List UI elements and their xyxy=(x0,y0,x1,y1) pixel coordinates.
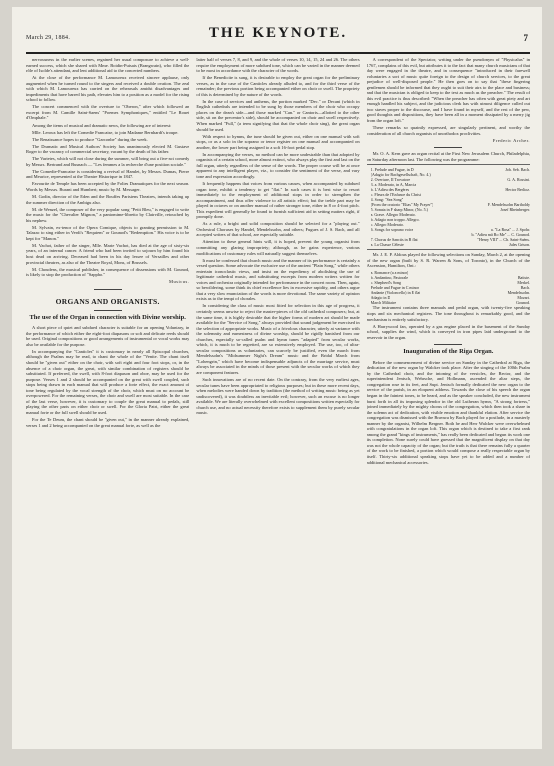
programme-piece: b. L'Adieu des Bergères xyxy=(370,187,410,193)
programme-composer: Batiste. xyxy=(517,275,530,281)
paragraph: In accompanying the verses, no method can be more undesirable than that adopted by organists of a certain school, more almost extinct, who always play the first and last on the full organ, utterly regardless of the sense of the words. The proper course will be at once apparent to any intelligent player, viz., to consider the sentiment of the verse, and vary tone and expression accordingly. xyxy=(196,151,360,179)
programme-item xyxy=(367,242,530,247)
programme-list xyxy=(367,167,530,247)
programme-composer: "Henry VIII" ... Ch. Saint-Saëns. xyxy=(477,237,530,243)
programme-piece: a. La Chasse Céleste xyxy=(370,242,404,248)
paragraph: M. de Wenzel, the composer of the very popular song "Petit Bleu," is engaged to write the music for the "Chevalier Mignon," a pantomime-libretto by Clairville, retouched by his nephew. xyxy=(26,206,190,223)
programme-piece: Andante (Violoncello) in E flat xyxy=(370,290,421,296)
paragraph: It must be confessed that church music and the manner of its performance is certainly a vexed question. Some advocate the exclusive use of the ancient "Plain Song," while others entertain iconoclastic views, and insist on the expediency of abolishing the use of legitimate cathedral music, and substituting excerpts from modern writers written for voices and orchestra originally intended for performance in the concert room. Then, again, so bewildering, some think its chief excellence lies in excessive rapidity, and others argue that a very slow enunciation of the words is more devotional. The same variety of opinion exists as to the tempi of chorales. xyxy=(196,257,360,302)
programme-composer: Bach. xyxy=(520,285,530,291)
paragraph: The concert commenced with the overture to "Oberon," after which followed an excerpt from M. Camille Saint-Saens' "Poemes Symphoniques," entitled "Le Rouet d'Omphale." xyxy=(26,104,190,121)
programme-composer: F. Mendelssohn Bartholdy xyxy=(487,202,530,208)
paragraph: Such innovations are of no recent date. On the contrary, from the very earliest ages, secular tunes have been appropriated to religious purposes; but in these more recent days, when melodies were handed down by tradition (the method of writing music being as yet undiscovered), it was doubtless an inevitable evil; however, such an excuse is no longer available. We are literally overwhelmed with excellent compositions written especially for church use, and no actual necessity therefore exists to supplement them by purely secular music. xyxy=(196,377,360,416)
section-title: ORGANS AND ORGANISTS. xyxy=(55,296,160,306)
programme-rule xyxy=(367,249,530,250)
paragraph: The Varietes, which will not close during the summer, will bring out a five-act comedy by Messrs. Bertrand and Busnach — "Les femmes a la recherche d'une position sociale." xyxy=(26,156,190,167)
article-title: The use of the Organ in connection with Divine worship. xyxy=(29,313,186,321)
divider xyxy=(94,310,122,311)
programme-piece: c. Fleurs de l'Enfance du Christ xyxy=(370,192,421,198)
page-number: 7 xyxy=(523,33,528,43)
paragraph: nervousness in the earlier scenes, regained her usual composure to achieve a well-earned success, which she shared with Mme. Boidin-Puisais (Brangwain), who filled the rôle of Isolde's attendant, and lent additional aid to the concerted numbers. xyxy=(26,57,190,74)
programme-piece: Adagio in D xyxy=(370,295,391,301)
paragraph: Mlle. Leroux has left the Comedie Francaise, to join Madame Bernhardt's troupe. xyxy=(32,129,179,135)
paragraph: Favourite de Temple has been accepted by the Folies Dramatiques for the next season. Words by Messrs. Burani and Humbert; music by M. Messager. xyxy=(26,181,190,192)
paragraph: It frequently happens that voices from various causes, when accompanied by subdued organ tone, exhibit a tendency to get "flat." In such cases it is best wise to resort immediately to the employment of additional stops in order to strengthen the accompaniment, and thus offer violence to all artistic effect; but the treble part may be played in octaves or on another manual of rather stronger tone, either in 8 or 4-foot pitch. This expedient will generally be found to furnish sufficient aid in setting matters right, if promptly done. xyxy=(196,180,360,220)
paragraph: At the close of the performance M. Lamoureux received sincere applause, only augmented when he turned round to the singers and received a double ovation. The zeal with which M. Lamoureux has carried on the rehearsals amidst disadvantages and impediments that have barred his path, elevates him to a position as a model for the rising school to follow. xyxy=(26,75,190,103)
divider xyxy=(94,289,122,290)
programme-piece: a. Romance (a a minor) xyxy=(370,270,409,276)
programme-piece: (Adagio for Bachgesellschaft, No. 4.) xyxy=(370,172,431,178)
programme-composer: Mendelssohn. xyxy=(507,290,530,296)
programme-piece: 2. Overture, II Trovatore xyxy=(370,177,411,183)
programme-composer: Josef Rheinberger. xyxy=(500,207,530,213)
programme-piece: (From the oratorio "Elias" My Prayer") xyxy=(370,202,434,208)
paragraph: The Renaissance hopes to produce "Garconbe" during the week. xyxy=(32,136,148,142)
paragraph: With respect to hymns, the tune should be given out, either on one manual with soft stops, or as a solo in the soprano or tenor register on one manual and accompanied on another, the lower part being assigned to a soft 16-foot pedal stop. xyxy=(196,133,360,150)
column-1 xyxy=(26,57,189,741)
paragraph: M. Sylvain, ex-tenor of the Opera Comique, objects to granting permission to M. Talazac to sing either in Verdi's "Requiem" or Gounod's "Redemption." His voice is to be kept for "Manon." xyxy=(26,224,190,241)
paragraph: M. Choudens, the musical publisher, in consequence of dissensions with M. Gounod, is likely to stop the production of "Sappho." xyxy=(26,266,190,278)
column-3 xyxy=(367,57,530,741)
section-title: Inauguration of the Riga Organ. xyxy=(403,348,494,356)
columns xyxy=(26,57,530,741)
programme-composer: a. "La Rosa" ... J. Spohr. xyxy=(490,227,530,233)
programme-piece: a. Grave. Allegro Moderato. xyxy=(370,212,416,218)
programme-piece: 7. Chorus de Sanctis in B flat xyxy=(370,237,418,243)
paragraph: If the Benedicite is sung, it is desirable to employ the great organ for the preliminary verses, as in the case of the Canticles already alluded to, and for the third verse of the remainder; the previous portion being accompanied either on choir or swell. The propriety of this is determined by the nature of the words. xyxy=(196,75,360,97)
masthead-title: THE KEYNOTE. xyxy=(208,25,348,41)
programme-list xyxy=(367,270,530,305)
paragraph: The Dramatic and Musical Authors' Society has unanimously elected M. Gustave Roger to the vacancy of commercial secretary, vacant by the death of his father. xyxy=(26,143,190,155)
programme-composer: Merkel. xyxy=(517,280,530,286)
paragraph: As a rule, a bright and solid composition should be selected for a "playing out." Orchestral Choruses by Handel, Mendelssohn, and others; Fugues of J. S. Bach, and all accepted writers of that school, are especially suitable. xyxy=(196,221,360,238)
programme-piece: 1. Prelude and Fugue, in D xyxy=(370,167,414,173)
programme-composer: Mozart. xyxy=(517,295,530,301)
programme-piece: b. Adagio non troppo. Allegro. xyxy=(370,217,420,223)
paragraph: Before the commencement of divine service on Sunday in the Cathedral at Riga, the dedication of the new organ by Walcker took place. After the singing of the 100th Psalm by the Cathedral choir, and the intoning of the versicles, the Rector, and the superintendent Jentsch, Wehrsche, and Hollmann, ascended the altar steps, the congregation rose in its feet, and Supt. Jentsch formally dedicated the new organ to the service of the parish, in an eloquent address. Towards the close of his speech the organ began in the faintest tones, to be heard, and as the speaker concluded, the new instrument burst forth in all its imposing splendor in the old Lutheran hymn, "A strong fortress," joined immediately by the mighty chorus of the congregation, which then took a share in the solemn act of dedication, with visible emotion and thankful elation. After service the congregation was dismissed with the Bravura by Bach played for a postlude, in a masterly manner by the organist, Wilhelm Bergner. Both he and Herr Walcker were overwhelmed with congratulations in the organ loft. This organ which is destined to take a first rank among the grand "kings of instruments," has really been dedicated and begun its work one its completion. None surely could have guessed that the magnificent display on that day was not the whole capacity of the organ; but the truth is that there remains fully a quarter of the work to be finished, a portion which would compose a really respectable organ by itself. Thirty-six additional speaking stops have yet to be added and a number of additional mechanical accessories. xyxy=(366,359,530,465)
programme-piece: c. Allegro Moderato. xyxy=(370,222,404,228)
paragraph: Mr. O. A. Kern gave an organ recital at the First New Jerusalem Church, Philadelphia, on Saturday afternoon last. The following was the programme: xyxy=(366,151,530,162)
programme-composer: G. A. Rossini. xyxy=(507,177,530,183)
divider xyxy=(434,147,462,148)
paragraph: A short piece of quiet and subdued character is suitable for an opening Voluntary, in the performance of which either the eight-foot diapasons or soft and delicate reeds should be used. Original compositions or good arrangements of instrumental or vocal works may also be available for the purpose. xyxy=(26,325,190,347)
programme-composer: Joh. Seb. Bach. xyxy=(505,167,530,173)
programme-composer: b. "Adieu mā Ro Me" ... C. Gounod. xyxy=(471,232,530,238)
paragraph: Attention to these general hints will, it is hoped, prevent the young organist from committing any glaring impropriety; although, as he gains experience, various modifications of customary rules will naturally suggest themselves. xyxy=(196,239,360,256)
programme-piece: 6. Songs for soprano voice xyxy=(370,227,414,233)
signature: Frederic Archer. xyxy=(492,137,530,143)
paragraph: The Comedie-Francaise is considering a revival of Hamlet, by Messrs. Dumas, Pierre and Meurice, represented at the Theatre Historique in 1847. xyxy=(26,168,190,180)
column-2 xyxy=(196,57,359,741)
programme-piece: b. Andantino, Pastorale xyxy=(370,275,408,281)
programme-piece: 5. Sonata in F sharp Minor, (No. 5.) xyxy=(370,207,428,213)
programme-piece: c. Shepherd's Song xyxy=(370,280,402,286)
paragraph: For the Te Deum, the chant should be "given out," in the manner already explained, verses 1 and 2 being accompanied on the great manual forte, as well as the xyxy=(26,416,190,428)
signature: Musicus. xyxy=(168,279,190,285)
programme-piece: 4. Song: "Sea Song" xyxy=(370,197,404,203)
page-header xyxy=(26,15,530,55)
paragraph: M. Godin, director of the Eden and the Bouffes Parisiens Theatres, intends taking up the summer direction of the Ambigu also. xyxy=(26,194,190,205)
paragraph: In the case of services and anthems, the portion marked "Dec." or Decani (which in English cathedrals are intended to be sung by those members of the choir who occupy places on the dean's side—and those marked "Can." or Cantoris—allotted to the other side, sit on the precentor's side), should be accompanied on choir and swell respectively. When marked "Full," (a term signifying that that the whole choir sing), the great organ should be used. xyxy=(196,98,360,132)
programme-rule xyxy=(367,164,530,165)
programme-composer: Gounod. xyxy=(516,300,530,306)
paragraph: In considering the class of music most fitted for selection in this age of progress, it certainly seems unwise to reject the master-pieces of the old cathedral composers; but, at the same time, it is highly desirable that the higher forms of modern art should be made available for the "Service of Song," always provided that sound judgement be exercised in the selection of appropriate works. Music of a frivolous character, utterly at variance with the solemnity and earnestness of divine worship, should be rigidly banished from our churches, especially so-called psalm and hymn tunes "adapted" from secular works, which, it is much to be regretted, are so extensively employed. The use, too, of ultra-secular compositions as voluntaries, can scarcely be justified, even the march from Mendelssohn's "Midsummer Night's Dream" music and the Bridal March from "Lohengrin," which have become indispensable adjuncts of the marriage service, must always be associated in the minds of those present with the secular works of which they are component features. xyxy=(196,303,360,376)
issue-date: March 29, 1884. xyxy=(26,35,71,41)
programme-composer: Jules Grison. xyxy=(509,242,530,248)
paragraph: In accompanying the "Canticles" it is customary in nearly all Episcopal churches, although the Psalms may be read, to chant the whole of the "Venite. The chant itself should be "given out" either on the choir, with soft eight and four foot stops, or, in the absence of a choir organ, the great, with similar combination of registers should be substituted. If preferred, the swell, with 8-foot diapason and oboe, may be used for the purpose. Verses 1 and 2 should be accompanied on the great with swell coupled, such stops being drawn in each manual that will produce a forte effect, the exact amount of tone being regulated by the vocal strength of the choir, which must on no account be overpowered. For the remaining verses, the choir and swell are most suitable. In the case of the last verse, however, it is customary to couple the great manual to pedals, still playing the other parts on either choir or swell. For the Gloria Patri, either the great manual forte or the full swell should be used. xyxy=(26,348,190,415)
paragraph: These remarks so quaintly expressed, are singularly pertinent, and worthy the consideration of all church organists of unorthodox proclivities. xyxy=(366,125,530,136)
paragraph: A Harrywood fan, operated by a gas engine placed in the basement of the Sunday school, supplies the wind, which is conveyed in iron pipes laid underground to the reservoir in the organ. xyxy=(366,323,530,340)
paragraph: Among the items of musical and dramatic news, the following are of interest: xyxy=(32,122,172,128)
paragraph: M. Vachot, father of the singer, Mlle. Marie Vachot, has died at the age of sixty-six years, of an internal cancer. A friend who had been invited to sojourn by him found his host dead on arriving. Deceased had been in his day lessee of Versailles and other provincial theatres, as also of the Theatre Royal, Mons, of Brussels. xyxy=(26,242,190,265)
programme-composer: Hector Berlioz. xyxy=(505,187,530,193)
paragraph: Mr. J. E. P. Aldous played the following selections on Sunday, March 2, at the opening of the new organ (built by S. R. Warren & Sons, of Toronto), in the Church of the Ascension, Hamilton, Ont.: xyxy=(366,252,530,269)
programme-piece: 3. a. Moderato, in A, Marcia xyxy=(370,182,417,188)
header-rule xyxy=(26,52,530,54)
programme-piece: Prelude and Fugue in C minor xyxy=(370,285,419,291)
divider xyxy=(434,344,462,345)
paragraph: A correspondent of the Spectator, writing under the pseudonym of "Physicalus" in 1767, complains of this evil, but attributes it to the fact that many church musicians of that day were engaged in the theatre, and in consequence "introduced in their farewell voluntaries a sort of music quite foreign to the design of church services, to the great prejudice of well-disposed people." He then goes on to say that "these fingering gentlemen should be informed that they ought to suit their airs to the place and business; and that the musician is obliged to keep to the text as much as the preacher." The result of this evil practice is thus described: "When the preacher has often with great piety and art enough handled his subject, and the judicious clerk has with utmost diligence culled out two staves proper to the discourse, and I have found in myself, and the rest of the pew, good thoughts and dispositions, they have been all in a moment dissipated by a merry jig from the organ loft." xyxy=(366,57,530,124)
paragraph: latter half of verses 7, 8, and 9, and the whole of verses 10, 14, 15, 24 and 26. The others require the employment of more subdued tone, which can be varied in the manner deemed to be most in accordance with the character of the words. xyxy=(196,57,360,74)
newspaper-page xyxy=(12,7,542,749)
paragraph: The instrument contains three manuals and pedal organ, with twenty-five speaking stops and six mechanical registers. The tone throughout is remarkably good, and the mechanism is entirely satisfactory. xyxy=(366,305,530,322)
programme-piece: March Militaire xyxy=(370,300,397,306)
